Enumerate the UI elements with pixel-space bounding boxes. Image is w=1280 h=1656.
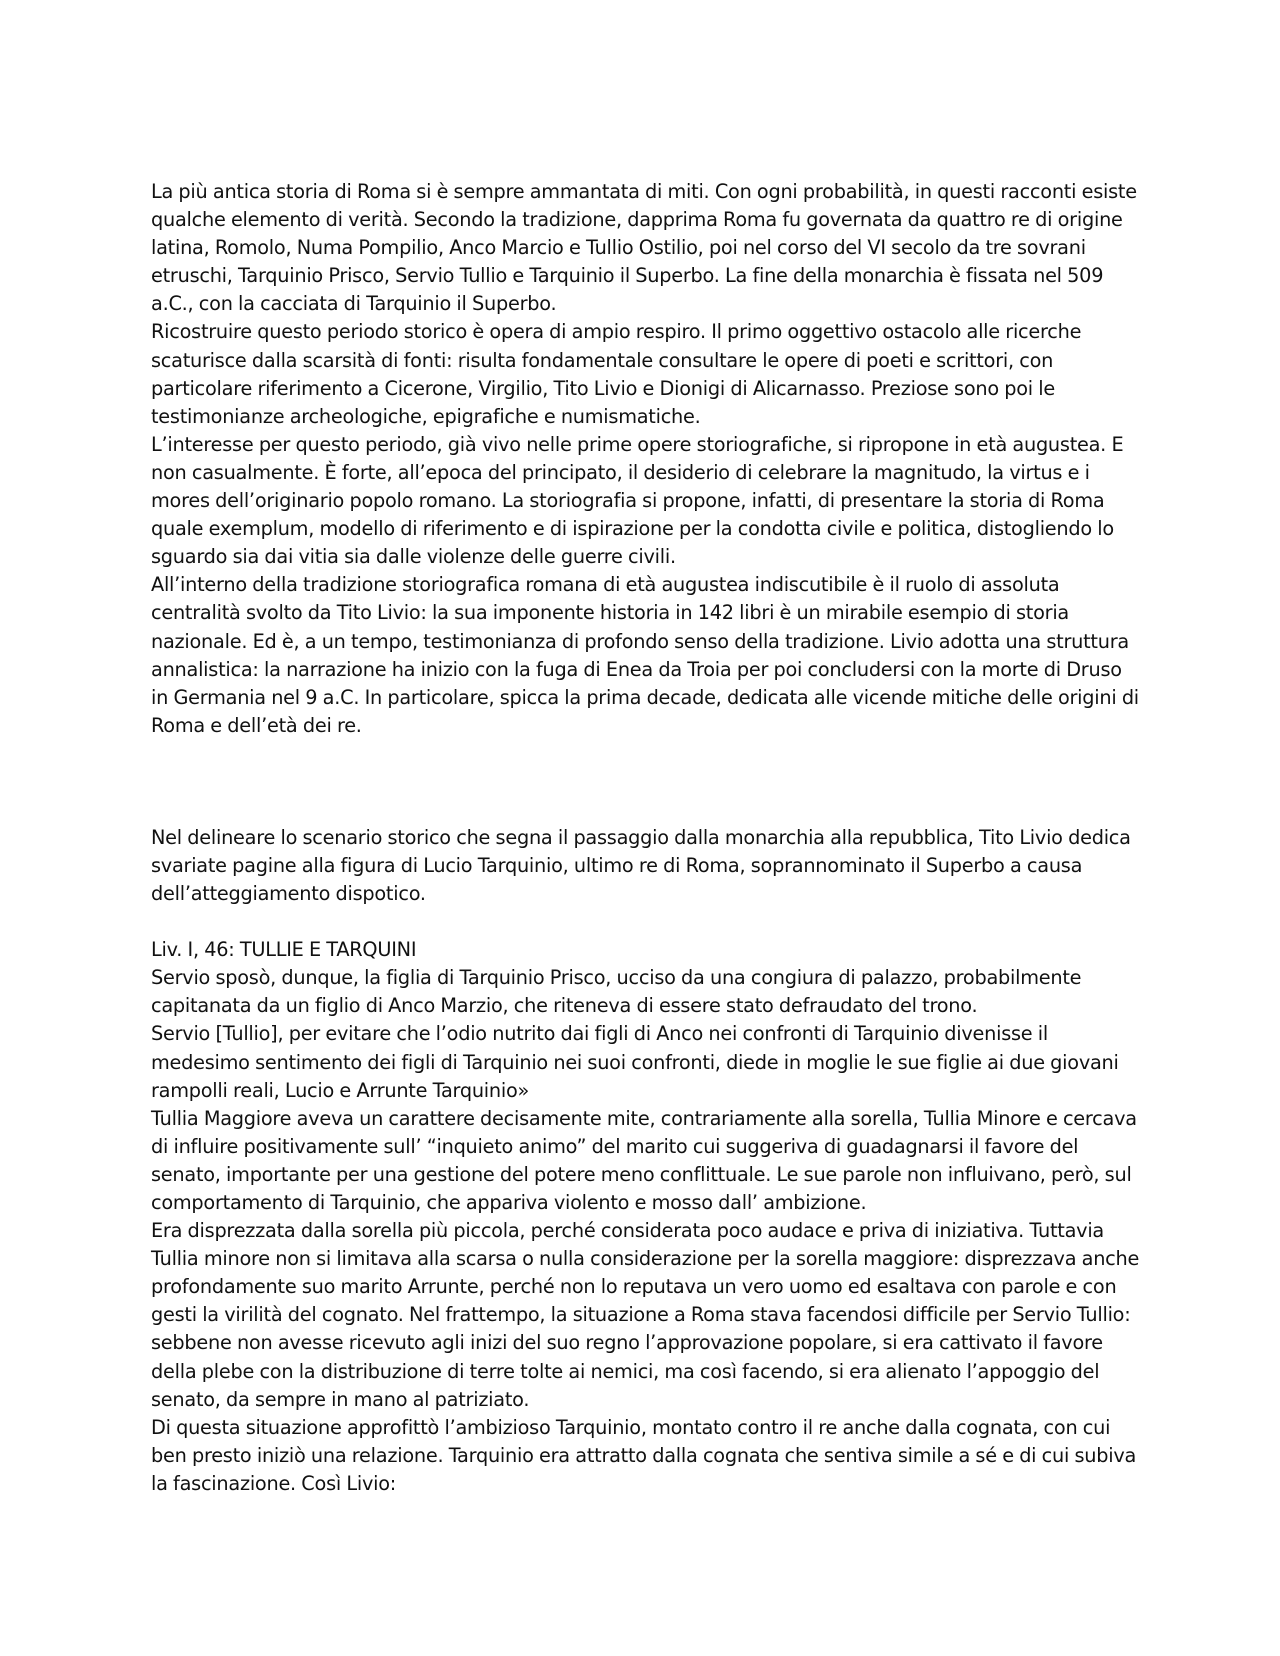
- blank-spacing: [151, 740, 1141, 824]
- paragraph-roman-myths: La più antica storia di Roma si è sempre ammantata di miti. Con ogni probabilità, in questi racconti esiste qualche elemento di verità. Secondo la tradizione, dapprima Roma fu governata da quattro re di origine latina, Romolo, Numa Pompilio, Anco Marcio e Tullio Ostilio, poi nel corso del VI secolo da tre sovrani etruschi, Tarquinio Prisco, Servio Tullio e Tarquinio il Superbo. La fine della monarchia è fissata nel 509 a.C., con la cacciata di Tarquinio il Superbo.: [151, 180, 1137, 316]
- paragraph-ambitious-tarquinio: Di questa situazione approfittò l’ambizioso Tarquinio, montato contro il re anche dalla cognata, con cui ben presto iniziò una relazione. Tarquinio era attratto dalla cognata che sentiva simile a sé e di cui subiva la fascinazione. Così Livio:: [151, 1415, 1137, 1495]
- paragraph-sources: Ricostruire questo periodo storico è opera di ampio respiro. Il primo oggettivo ostacolo alle ricerche scaturisce dalla scarsità di fonti: risulta fondamentale consultare le opere di poeti e scrittori, con particolare riferimento a Cicerone, Virgilio, Tito Livio e Dionigi di Alicarnasso. Preziose sono poi le testimonianze archeologiche, epigrafiche e numismatiche.: [151, 320, 1082, 428]
- blank-line: [151, 908, 1141, 936]
- section-heading: Liv. I, 46: TULLIE E TARQUINI: [151, 938, 417, 962]
- paragraph-servio-daughters: Servio [Tullio], per evitare che l’odio nutrito dai figli di Anco nei confronti di Tarquinio divenisse il medesimo sentimento dei figli di Tarquinio nei suoi confronti, diede in moglie le sue figlie ai due giovani rampolli reali, Lucio e Arrunte Tarquinio»: [151, 1022, 1119, 1102]
- paragraph-tullia-maggiore: Tullia Maggiore aveva un carattere decisamente mite, contrariamente alla sorella, Tullia Minore e cercava di influire positivamente sull’ “inquieto animo” del marito cui suggeriva di guadagnarsi il favore del senato, importante per una gestione del potere meno conflittuale. Le sue parole non influivano, però, sul comportamento di Tarquinio, che appariva violento e mosso dall’ ambizione.: [151, 1106, 1137, 1214]
- paragraph-tullia-minore: Era disprezzata dalla sorella più piccola, perché considerata poco audace e priva di iniziativa. Tuttavia Tullia minore non si limitava alla scarsa o nulla considerazione per la sorella maggiore: disprezzava anche profondamente suo marito Arrunte, perché non lo reputava un vero uomo ed esaltava con parole e con gesti la virilità del cognato. Nel frattempo, la situazione a Roma stava facendosi difficile per Servio Tullio: sebbene non avesse ricevuto agli inizi del suo regno l’approvazione popolare, si era cattivato il favore della plebe con la distribuzione di terre tolte ai nemici, ma così facendo, si era alienato l’appoggio del senato, da sempre in mano al patriziato.: [151, 1219, 1140, 1411]
- document-body: [151, 178, 1141, 1498]
- paragraph-servio-marriage: Servio sposò, dunque, la figlia di Tarquinio Prisco, ucciso da una congiura di palazzo, probabilmente capitanata da un figlio di Anco Marzio, che riteneva di essere stato defraudato del trono.: [151, 966, 1082, 1018]
- paragraph-augustan-interest: L’interesse per questo periodo, già vivo nelle prime opere storiografiche, si ripropone in età augustea. E non casualmente. È forte, all’epoca del principato, il desiderio di celebrare la magnitudo, la virtus e i mores dell’originario popolo romano. La storiografia si propone, infatti, di presentare la storia di Roma quale exemplum, modello di riferimento e di ispirazione per la condotta civile e politica, distogliendo lo sguardo sia dai vitia sia dalle violenze delle guerre civili.: [151, 432, 1124, 569]
- paragraph-tarquinio-intro: Nel delineare lo scenario storico che segna il passaggio dalla monarchia alla repubblica, Tito Livio dedica svariate pagine alla figura di Lucio Tarquinio, ultimo re di Roma, soprannominato il Superbo a causa dell’atteggiamento dispotico.: [151, 825, 1131, 906]
- paragraph-tito-livio: All’interno della tradizione storiografica romana di età augustea indiscutibile è il ruolo di assoluta centralità svolto da Tito Livio: la sua imponente historia in 142 libri è un mirabile esempio di storia nazionale. Ed è, a un tempo, testimonianza di profondo senso della tradizione. Livio adotta una struttura annalistica: la narrazione ha inizio con la fuga di Enea da Troia per poi concludersi con la morte di Druso in Germania nel 9 a.C. In particolare, spicca la prima decade, dedicata alle vicende mitiche delle origini di Roma e dell’età dei re.: [151, 573, 1139, 737]
